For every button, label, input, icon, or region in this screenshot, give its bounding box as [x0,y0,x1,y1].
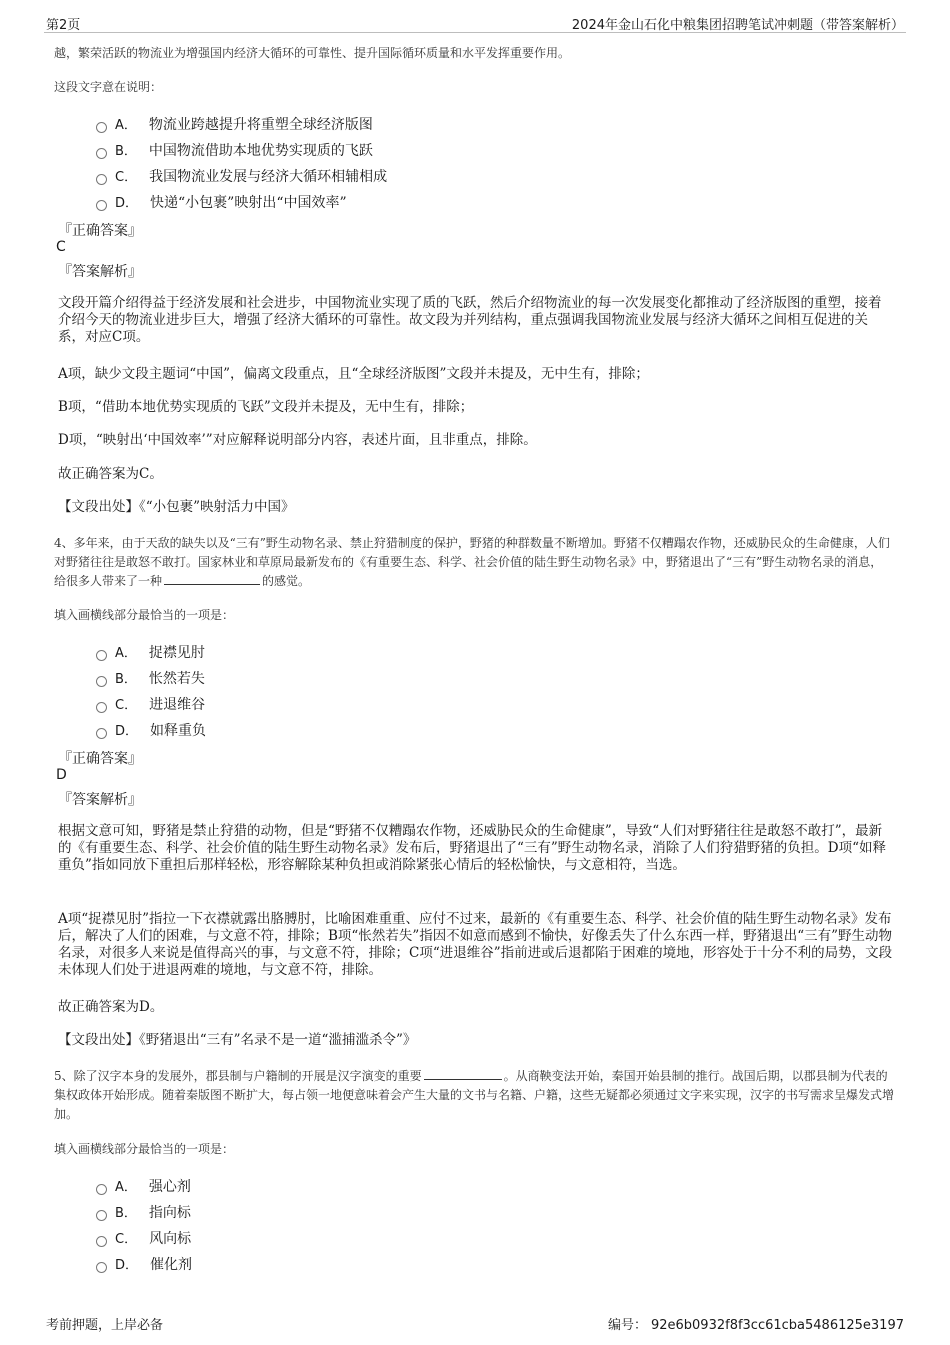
option-d[interactable]: D． 催化剂 [96,1254,192,1274]
source-citation: 【文段出处】《“小包裹”映射活力中国》 [58,499,295,515]
page-footer [44,1314,906,1334]
analysis-label: 『答案解析』 [58,264,142,280]
option-c[interactable]: C． 我国物流业发展与经济大循环相辅相成 [96,166,387,186]
question-stem: 5、除了汉字本身的发展外，郡县制与户籍制的开展是汉字演变的重要 。从商鞅变法开始，秦国开始县制的推行。战国后期，以郡县制为代表的集权政体开始形成。随着秦版图不断扩大，每占领一地便意味着会产生大量的文书与名籍、户籍，这些无疑都必须通过文字来实现，汉字的书写需求呈爆发式增加。 [54,1069,895,1121]
analysis-label: 『答案解析』 [58,792,142,808]
document-title: 2024年金山石化中粮集团招聘笔试冲刺题（带答案解析） [571,18,904,33]
radio-icon[interactable] [96,174,107,185]
question-prompt: 填入画横线部分最恰当的一项是： [54,1142,235,1156]
radio-icon[interactable] [96,728,107,739]
answer-value: D [56,767,67,783]
answer-value: C [56,239,66,255]
source-citation: 【文段出处】《野猪退出“三有”名录不是一道“滥捕滥杀令”》 [58,1032,417,1048]
radio-icon[interactable] [96,148,107,159]
document-code: 编号： 92e6b0932f8f3cc61cba5486125e3197 [607,1318,904,1333]
analysis-paragraph: A项“捉襟见肘”指拉一下衣襟就露出胳膊肘，比喻困难重重、应付不过来，最新的《有重要生态、科学、社会价值的陆生野生动物名录》发布后，解决了人们的困难，与文意不符，排除；B项“怅然若失”指因不如意而感到不愉快，好像丢失了什么东西一样，野猪退出“三有”野生动物名录，对很多人来说是值得高兴的事，与文意不符，排除；C项“进退维谷”指前进或后退都陷于困难的境地，形容处于十分不利的局势，文段未体现人们处于进退两难的境地，与文意不符，排除。 [58,911,893,978]
option-b[interactable]: B． 中国物流借助本地优势实现质的飞跃 [96,140,373,160]
question-stem: 4、多年来，由于天敌的缺失以及“三有”野生动物名录、禁止狩猎制度的保护，野猪的种群数量不断增加。野猪不仅糟蹋农作物，还威胁民众的生命健康，人们对野猪往往是敢怒不敢打。国家林业和草原局最新发布的《有重要生态、科学、社会价值的陆生野生动物名录》中，野猪退出了“三有”野生动物名录的消息，给很多人带来了一种 的感觉。 [54,536,890,588]
answer-label: 『正确答案』 [58,223,142,239]
text-line: 越，繁荣活跃的物流业为增强国内经济大循环的可靠性、提升国际循环质量和水平发挥重要作用。 [54,46,571,60]
page-header [44,12,906,33]
analysis-paragraph: 故正确答案为D。 [58,999,164,1015]
page-number: 第2页 [46,18,81,33]
option-d[interactable]: D． 如释重负 [96,720,206,740]
analysis-paragraph: D项，“映射出‘中国效率’”对应解释说明部分内容，表述片面，且非重点，排除。 [58,432,537,448]
option-c[interactable]: C． 风向标 [96,1228,191,1248]
option-c[interactable]: C． 进退维谷 [96,694,205,714]
analysis-paragraph: 故正确答案为C。 [58,466,163,482]
question-prompt: 这段文字意在说明： [54,80,163,94]
option-a[interactable]: A． 强心剂 [96,1176,191,1196]
radio-icon[interactable] [96,1184,107,1195]
radio-icon[interactable] [96,650,107,661]
option-b[interactable]: B． 怅然若失 [96,668,205,688]
radio-icon[interactable] [96,200,107,211]
analysis-paragraph: 根据文意可知，野猪是禁止狩猎的动物，但是“野猪不仅糟蹋农作物，还威胁民众的生命健康”，导致“人们对野猪往往是敢怒不敢打”，最新的《有重要生态、科学、社会价值的陆生野生动物名录》发布后，野猪退出了“三有”野生动物名录，消除了人们狩猎野猪的负担。D项“如释重负”指如同放下重担后那样轻松，形容解除某种负担或消除紧张心情后的轻松愉快，与文意相符，当选。 [58,823,887,873]
radio-icon[interactable] [96,122,107,133]
option-a[interactable]: A． 捉襟见肘 [96,642,205,662]
answer-label: 『正确答案』 [58,751,142,767]
answer-blank [164,572,260,585]
option-b[interactable]: B． 指向标 [96,1202,191,1222]
option-d[interactable]: D． 快递“小包裹”映射出“中国效率” [96,192,347,212]
answer-blank [424,1067,502,1080]
radio-icon[interactable] [96,702,107,713]
radio-icon[interactable] [96,1210,107,1221]
footer-slogan: 考前押题，上岸必备 [46,1318,164,1333]
analysis-paragraph: A项，缺少文段主题词“中国”，偏离文段重点，且“全球经济版图”文段并未提及，无中生有，排除； [58,366,649,382]
analysis-paragraph: 文段开篇介绍得益于经济发展和社会进步，中国物流业实现了质的飞跃，然后介绍物流业的每一次发展变化都推动了经济版图的重塑，接着介绍今天的物流业进步巨大，增强了经济大循环的可靠性。故文段为并列结构，重点强调我国物流业发展与经济大循环之间相互促进的关系，对应C项。 [58,295,882,345]
option-a[interactable]: A． 物流业跨越提升将重塑全球经济版图 [96,114,373,134]
radio-icon[interactable] [96,1262,107,1273]
radio-icon[interactable] [96,1236,107,1247]
question-prompt: 填入画横线部分最恰当的一项是： [54,608,235,622]
analysis-paragraph: B项，“借助本地优势实现质的飞跃”文段并未提及，无中生有，排除； [58,399,474,415]
radio-icon[interactable] [96,676,107,687]
